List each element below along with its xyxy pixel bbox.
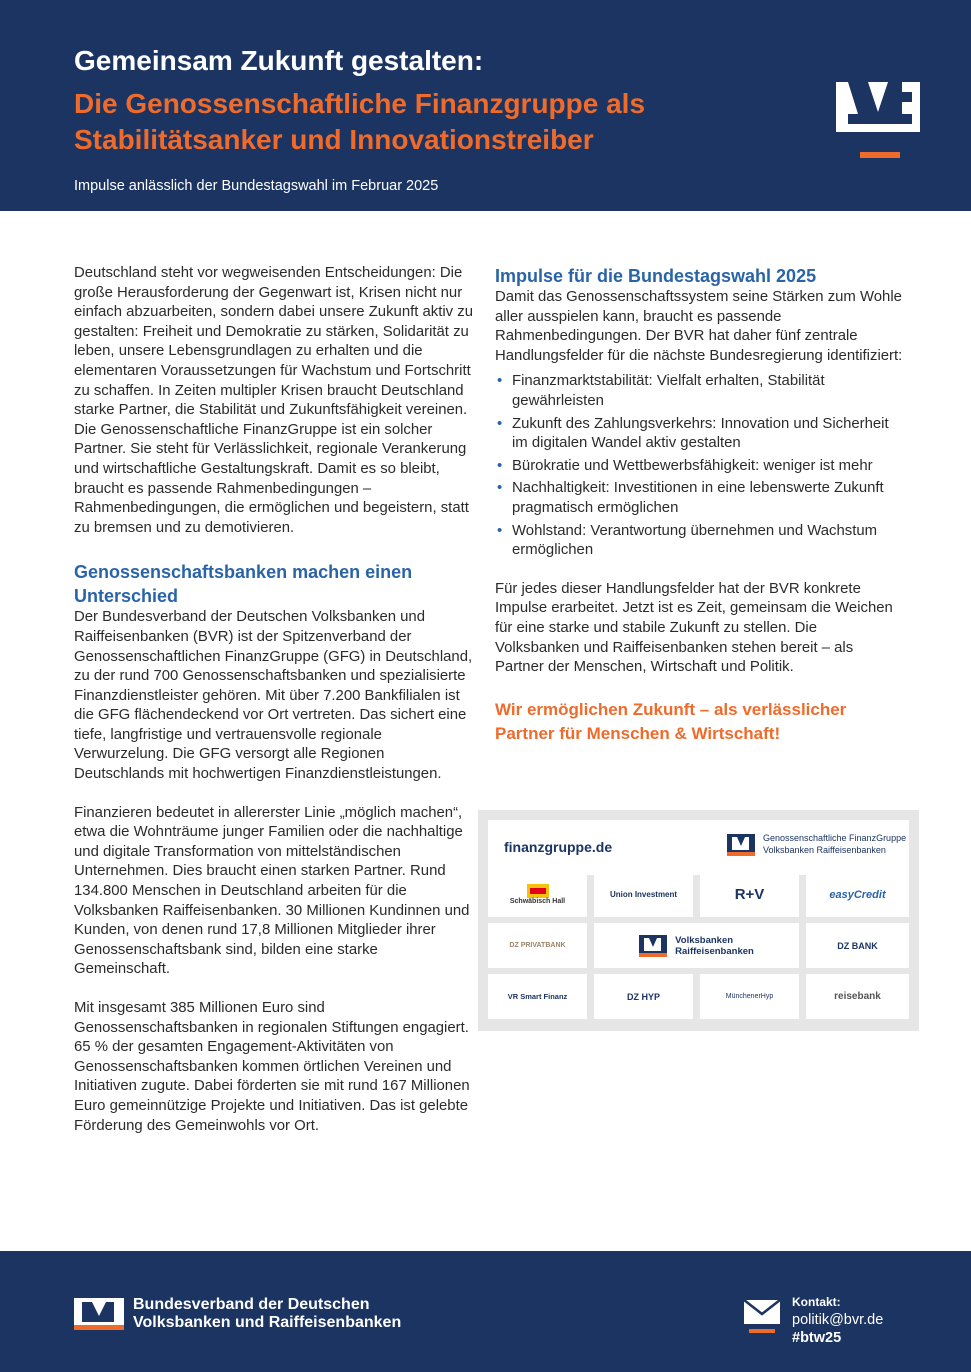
header-banner — [0, 0, 971, 211]
vr-logo-icon — [836, 82, 920, 160]
bullet-icon: • — [497, 457, 503, 474]
title-line-2: Die Genossenschaftliche Finanzgruppe als Stabilitätsanker und Innovationstreiber — [74, 88, 646, 155]
closing-statement: Wir ermöglichen Zukunft – als verlässlicher Partner für Menschen & Wirtschaft! — [495, 699, 847, 743]
contact-label: Kontakt: — [792, 1295, 841, 1309]
handlungsfelder-list — [495, 372, 905, 560]
list-item: • Wohlstand: Verantwortung übernehmen und Wachstum ermöglichen — [497, 522, 878, 559]
logo-volksbanken-raiffeisenbanken: Volksbanken Raiffeisenbanken — [594, 923, 799, 968]
paragraph-bvr: Der Bundesverband der Deutschen Volksbanken und Raiffeisenbanken (BVR) ist der Spitzenverband der Genossenschaftlichen FinanzGruppe (GFG) in Deutschland, zu der rund 700 Genossenschaftsbanken und spezialisierte Finanzdienstleister gehören. Mit über 7.200 Bankfilialen ist die GFG flächendeckend vor Ort vertreten. Das sichert eine tiefe, langfristige und vertrauensvolle regionale Verwurzelung. Die GFG versorgt alle Regionen Deutschlands mit hochwertigen Finanzdienstleistungen. — [74, 609, 473, 783]
logo-dz-hyp: DZ HYP — [594, 974, 693, 1019]
vr-logo-icon — [727, 834, 755, 856]
list-item: • Nachhaltigkeit: Investitionen in eine lebenswerte Zukunft pragmatisch ermöglichen — [497, 480, 884, 516]
subtitle: Impulse anlässlich der Bundestagswahl im Februar 2025 — [74, 178, 439, 194]
mail-icon — [743, 1294, 781, 1334]
right-column — [495, 264, 905, 746]
hashtag: #btw25 — [792, 1330, 842, 1346]
finanzgruppe-link[interactable]: finanzgruppe.de — [504, 839, 613, 855]
logo-reisebank: reisebank — [806, 974, 909, 1019]
logo-muenchener-hyp: MünchenerHyp — [700, 974, 799, 1019]
impulse-intro: Damit das Genossenschaftssystem seine Stärken zum Wohle aller ausspielen kann, braucht es passende Rahmenbedingungen. Der BVR hat daher fünf zentrale Handlungsfelder für die nächste Bundesregierung identifiziert: — [495, 289, 903, 364]
logo-easycredit: easyCredit — [806, 872, 909, 917]
logo-vr-smart-finanz: VR Smart Finanz — [488, 974, 587, 1019]
list-item: • Finanzmarktstabilität: Vielfalt erhalten, Stabilität gewährleisten — [497, 373, 825, 409]
logo-ruv: R+V — [700, 872, 799, 917]
title-line-1: Gemeinsam Zukunft gestalten: — [74, 45, 484, 76]
list-item: • Bürokratie und Wettbewerbsfähigkeit: weniger ist mehr — [495, 457, 905, 477]
group-name: Genossenschaftliche FinanzGruppe Volksbanken Raiffeisenbanken — [763, 833, 907, 855]
bullet-icon: • — [497, 373, 503, 390]
contact-block — [792, 1293, 883, 1347]
left-column — [74, 264, 474, 1136]
bullet-icon: • — [497, 415, 503, 432]
logo-schwaebisch-hall: Schwäbisch Hall — [488, 872, 587, 917]
list-item: • Zukunft des Zahlungsverkehrs: Innovation und Sicherheit im digitalen Wandel aktiv gestalten — [497, 415, 889, 452]
paragraph-finanzieren: Finanzieren bedeutet in allererster Linie „möglich machen“, etwa die Wohnträume junger Familien oder die nachhaltige und digitale Transformation von mittelständischen Unternehmen. Dies braucht einen starken Partner. Rund 134.800 Menschen in Deutschland arbeiten für die Volksbanken Raiffeisenbanken. 30 Millionen Kundinnen und Kunden, von denen rund 17,8 Millionen Mitglieder ihrer Genossenschaftsbank sind, bilden eine starke Gemeinschaft. — [74, 804, 470, 978]
logo-dz-privatbank: DZ PRIVATBANK — [488, 923, 587, 968]
logo-dz-bank: DZ BANK — [806, 923, 909, 968]
footer — [0, 1251, 971, 1372]
bvr-logo-icon — [74, 1298, 124, 1330]
bullet-icon: • — [497, 480, 503, 497]
bullet-icon: • — [497, 522, 503, 539]
paragraph-handlungsfelder: Für jedes dieser Handlungsfelder hat der BVR konkrete Impulse erarbeitet. Jetzt ist es Zeit, gemeinsam die Weichen für eine starke und stabile Zukunft zu stellen. Die Volksbanken und Raiffeisenbanken stehen bereit – als Partner der Menschen, Wirtschaft und Politik. — [495, 580, 893, 676]
logo-union-investment: Union Investment — [594, 872, 693, 917]
organization-name: Bundesverband der Deutschen Volksbanken und Raiffeisenbanken — [133, 1296, 402, 1331]
paragraph-stiftungen: Mit insgesamt 385 Millionen Euro sind Genossenschaftsbanken in regionalen Stiftungen engagiert. 65 % der gesamten Engagement-Aktivitäten von Genossenschaftsbanken kommen örtlichen Vereinen und Initiativen zugute. Dabei förderten sie mit rund 167 Millionen Euro gemeinnützige Projekte und Initiativen. Das ist gelebte Förderung des Gemeinwohls vor Ort. — [74, 1000, 470, 1134]
section-heading-unterschied: Genossenschaftsbanken machen einen Unterschied — [74, 562, 413, 607]
contact-email-link[interactable]: politik@bvr.de — [792, 1312, 884, 1328]
intro-paragraph: Deutschland steht vor wegweisenden Entscheidungen: Die große Herausforderung der Gegenwart ist, Krisen nicht nur einfach abzuarbeiten, sondern dabei unsere Zukunft aktiv zu gestalten: Freiheit und Demokratie zu stärken, Solidarität zu leben, unsere Lebensgrundlagen zu erhalten und die elementaren Voraussetzungen für Wachstum und Fortschritt zu schaffen. In Zeiten multipler Krisen braucht Deutschland starke Partner, die Stabilität und Zukunftsfähigkeit vereinen. Die Genossenschaftliche FinanzGruppe ist ein solcher Partner. Sie steht für Verlässlichkeit, regionale Verankerung und wirtschaftliche Gestaltungskraft. Damit es so bleibt, braucht es passende Rahmenbedingungen – Rahmenbedingungen, die ermöglichen und begeistern, statt zu bremsen und zu demotivieren. — [74, 265, 473, 536]
finanzgruppe-banner — [488, 820, 909, 875]
fox-icon — [527, 884, 549, 898]
section-heading-impulse: Impulse für die Bundestagswahl 2025 — [495, 266, 817, 286]
vr-logo-icon — [639, 935, 667, 957]
finanzgruppe-logo-grid — [478, 810, 919, 1031]
